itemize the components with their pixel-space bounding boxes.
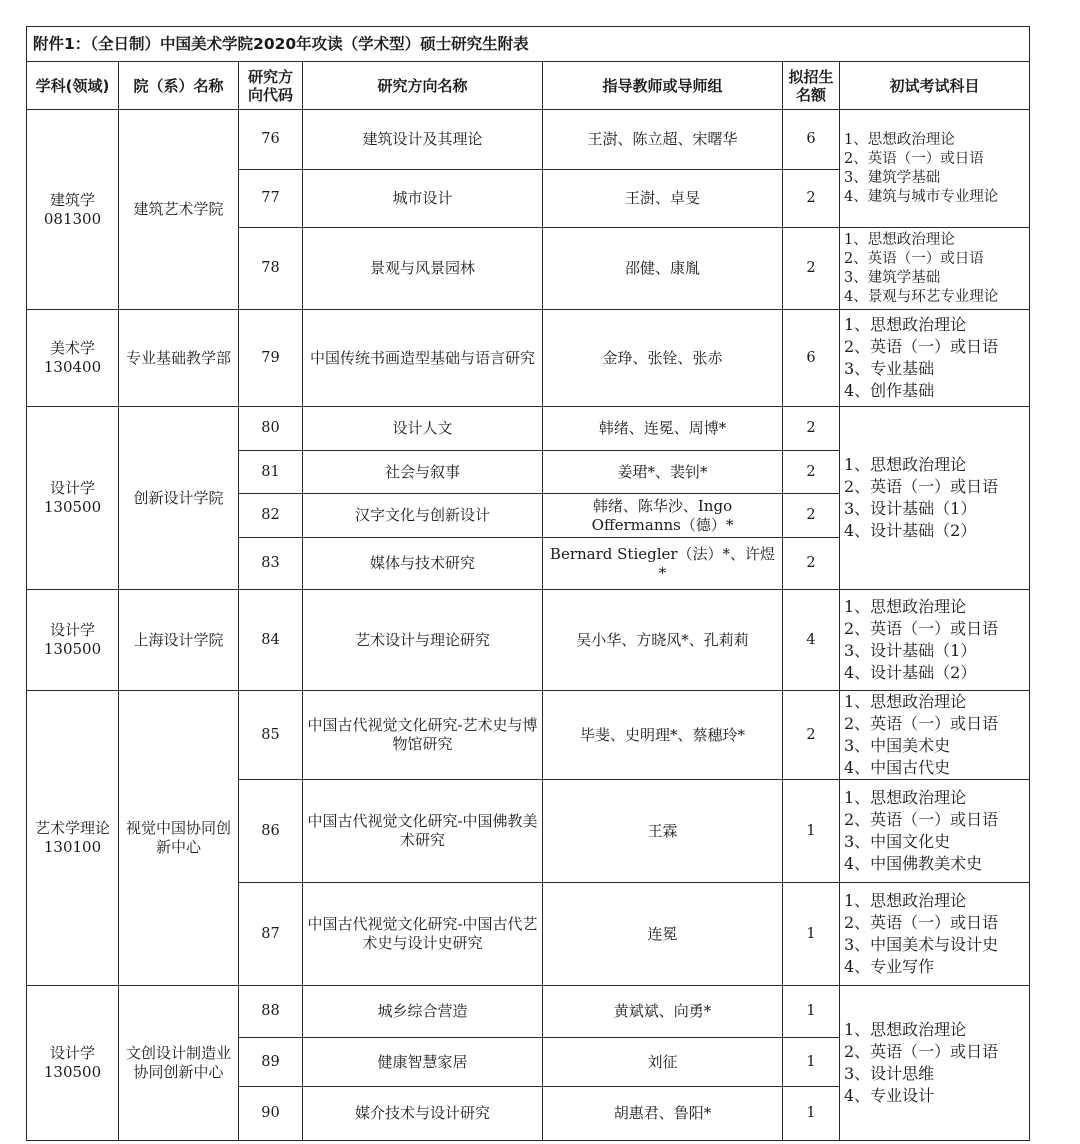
dept-cell: 建筑艺术学院 bbox=[119, 110, 239, 310]
direction-name: 设计人文 bbox=[303, 407, 543, 451]
direction-name: 中国古代视觉文化研究-艺术史与博物馆研究 bbox=[303, 691, 543, 780]
direction-name: 景观与风景园林 bbox=[303, 228, 543, 310]
direction-name: 城市设计 bbox=[303, 170, 543, 228]
subject-code: 130500 bbox=[43, 640, 102, 658]
exam-subjects bbox=[840, 986, 1030, 1141]
exam-item: 2、英语（一）或日语 bbox=[844, 477, 999, 496]
exam-item: 2、英语（一）或日语 bbox=[844, 337, 999, 356]
exam-item: 3、设计思维 bbox=[844, 1064, 935, 1083]
subject-cell bbox=[27, 590, 119, 691]
exam-subjects bbox=[840, 110, 1030, 228]
quota-value: 1 bbox=[783, 1038, 840, 1087]
tutor-list: 王霖 bbox=[543, 780, 783, 883]
header-tutors: 指导教师或导师组 bbox=[543, 62, 783, 110]
header-code: 研究方向代码 bbox=[239, 62, 303, 110]
direction-code: 84 bbox=[239, 590, 303, 691]
subject-code: 130500 bbox=[43, 1063, 102, 1081]
exam-item: 3、中国美术史 bbox=[844, 736, 951, 755]
tutor-list: 胡惠君、鲁阳* bbox=[543, 1087, 783, 1141]
tutor-list: 王澍、卓旻 bbox=[543, 170, 783, 228]
subject-cell bbox=[27, 110, 119, 310]
quota-value: 4 bbox=[783, 590, 840, 691]
exam-item: 2、英语（一）或日语 bbox=[844, 250, 984, 267]
quota-value: 6 bbox=[783, 310, 840, 407]
table-row bbox=[27, 691, 1030, 780]
exam-item: 4、景观与环艺专业理论 bbox=[844, 288, 999, 305]
dept-cell: 视觉中国协同创新中心 bbox=[119, 691, 239, 986]
exam-item: 3、中国美术与设计史 bbox=[844, 935, 999, 954]
exam-item: 3、设计基础（1） bbox=[844, 499, 977, 518]
direction-code: 82 bbox=[239, 494, 303, 538]
direction-name: 媒介技术与设计研究 bbox=[303, 1087, 543, 1141]
exam-item: 2、英语（一）或日语 bbox=[844, 714, 999, 733]
direction-name: 中国古代视觉文化研究-中国佛教美术研究 bbox=[303, 780, 543, 883]
header-direction: 研究方向名称 bbox=[303, 62, 543, 110]
direction-name: 艺术设计与理论研究 bbox=[303, 590, 543, 691]
tutor-list: 韩绪、陈华沙、Ingo Offermanns（德）* bbox=[543, 494, 783, 538]
quota-value: 2 bbox=[783, 691, 840, 780]
exam-item: 3、设计基础（1） bbox=[844, 641, 977, 660]
tutor-list: 黄斌斌、向勇* bbox=[543, 986, 783, 1038]
direction-code: 78 bbox=[239, 228, 303, 310]
subject-name: 艺术学理论 bbox=[34, 819, 110, 837]
table-row bbox=[27, 310, 1030, 407]
subject-cell bbox=[27, 407, 119, 590]
tutor-list: 金琤、张铨、张赤 bbox=[543, 310, 783, 407]
subject-code: 130500 bbox=[43, 498, 102, 516]
exam-item: 2、英语（一）或日语 bbox=[844, 1042, 999, 1061]
quota-value: 2 bbox=[783, 494, 840, 538]
exam-item: 1、思想政治理论 bbox=[844, 231, 955, 248]
quota-value: 2 bbox=[783, 538, 840, 590]
subject-cell bbox=[27, 986, 119, 1141]
tutor-list: 毕斐、史明理*、蔡穗玲* bbox=[543, 691, 783, 780]
direction-name: 城乡综合营造 bbox=[303, 986, 543, 1038]
direction-name: 健康智慧家居 bbox=[303, 1038, 543, 1087]
direction-code: 87 bbox=[239, 883, 303, 986]
direction-name: 媒体与技术研究 bbox=[303, 538, 543, 590]
subject-name: 设计学 bbox=[49, 621, 95, 639]
subject-name: 建筑学 bbox=[49, 190, 95, 209]
exam-item: 4、设计基础（2） bbox=[844, 663, 977, 682]
exam-subjects bbox=[840, 691, 1030, 780]
exam-item: 1、思想政治理论 bbox=[844, 692, 967, 711]
exam-item: 3、建筑学基础 bbox=[844, 169, 941, 186]
exam-item: 2、英语（一）或日语 bbox=[844, 810, 999, 829]
tutor-list: 连冕 bbox=[543, 883, 783, 986]
exam-item: 1、思想政治理论 bbox=[844, 1020, 967, 1039]
exam-item: 4、专业设计 bbox=[844, 1086, 935, 1105]
exam-item: 3、中国文化史 bbox=[844, 832, 951, 851]
header-row bbox=[27, 62, 1030, 110]
admissions-table bbox=[26, 26, 1030, 1141]
direction-code: 81 bbox=[239, 451, 303, 494]
table-row bbox=[27, 590, 1030, 691]
quota-value: 2 bbox=[783, 407, 840, 451]
exam-item: 4、中国佛教美术史 bbox=[844, 854, 983, 873]
direction-code: 90 bbox=[239, 1087, 303, 1141]
title-row bbox=[27, 27, 1030, 62]
direction-name: 中国传统书画造型基础与语言研究 bbox=[303, 310, 543, 407]
exam-item: 4、设计基础（2） bbox=[844, 521, 977, 540]
direction-code: 89 bbox=[239, 1038, 303, 1087]
exam-item: 3、专业基础 bbox=[844, 359, 935, 378]
tutor-list: 邵健、康胤 bbox=[543, 228, 783, 310]
header-subject: 学科(领域) bbox=[27, 62, 119, 110]
direction-code: 80 bbox=[239, 407, 303, 451]
header-quota: 拟招生名额 bbox=[783, 62, 840, 110]
table-title: 附件1：（全日制）中国美术学院2020年攻读（学术型）硕士研究生附表 bbox=[27, 27, 1030, 62]
quota-value: 2 bbox=[783, 228, 840, 310]
quota-value: 2 bbox=[783, 170, 840, 228]
direction-code: 85 bbox=[239, 691, 303, 780]
direction-code: 86 bbox=[239, 780, 303, 883]
tutor-list: 韩绪、连冕、周博* bbox=[543, 407, 783, 451]
quota-value: 1 bbox=[783, 1087, 840, 1141]
exam-item: 3、建筑学基础 bbox=[844, 269, 941, 286]
exam-item: 1、思想政治理论 bbox=[844, 788, 967, 807]
direction-name: 社会与叙事 bbox=[303, 451, 543, 494]
direction-name: 中国古代视觉文化研究-中国古代艺术史与设计史研究 bbox=[303, 883, 543, 986]
direction-code: 88 bbox=[239, 986, 303, 1038]
subject-code: 130400 bbox=[43, 358, 102, 376]
table-row bbox=[27, 110, 1030, 170]
header-dept: 院（系）名称 bbox=[119, 62, 239, 110]
subject-cell bbox=[27, 310, 119, 407]
quota-value: 1 bbox=[783, 883, 840, 986]
subject-cell bbox=[27, 691, 119, 986]
quota-value: 6 bbox=[783, 110, 840, 170]
table-row bbox=[27, 986, 1030, 1038]
tutor-list: 姜珺*、裴钊* bbox=[543, 451, 783, 494]
subject-name: 美术学 bbox=[49, 339, 95, 357]
exam-item: 1、思想政治理论 bbox=[844, 315, 967, 334]
dept-cell: 上海设计学院 bbox=[119, 590, 239, 691]
exam-item: 2、英语（一）或日语 bbox=[844, 913, 999, 932]
exam-subjects bbox=[840, 590, 1030, 691]
subject-name: 设计学 bbox=[49, 1044, 95, 1062]
direction-code: 77 bbox=[239, 170, 303, 228]
tutor-list: 吴小华、方晓风*、孔莉莉 bbox=[543, 590, 783, 691]
exam-subjects bbox=[840, 780, 1030, 883]
tutor-list: 刘征 bbox=[543, 1038, 783, 1087]
quota-value: 1 bbox=[783, 986, 840, 1038]
subject-code: 130100 bbox=[43, 838, 102, 856]
exam-item: 1、思想政治理论 bbox=[844, 891, 967, 910]
exam-subjects bbox=[840, 883, 1030, 986]
dept-cell: 创新设计学院 bbox=[119, 407, 239, 590]
tutor-list: Bernard Stiegler（法）*、许煜* bbox=[543, 538, 783, 590]
exam-item: 4、建筑与城市专业理论 bbox=[844, 188, 999, 205]
direction-name: 汉字文化与创新设计 bbox=[303, 494, 543, 538]
direction-code: 83 bbox=[239, 538, 303, 590]
exam-item: 4、专业写作 bbox=[844, 957, 935, 976]
tutor-list: 王澍、陈立超、宋曙华 bbox=[543, 110, 783, 170]
direction-name: 建筑设计及其理论 bbox=[303, 110, 543, 170]
exam-item: 4、中国古代史 bbox=[844, 758, 951, 777]
subject-name: 设计学 bbox=[49, 479, 95, 497]
exam-item: 2、英语（一）或日语 bbox=[844, 150, 984, 167]
exam-item: 1、思想政治理论 bbox=[844, 597, 967, 616]
quota-value: 1 bbox=[783, 780, 840, 883]
exam-item: 2、英语（一）或日语 bbox=[844, 619, 999, 638]
direction-code: 76 bbox=[239, 110, 303, 170]
exam-item: 1、思想政治理论 bbox=[844, 131, 955, 148]
exam-item: 4、创作基础 bbox=[844, 381, 935, 400]
exam-item: 1、思想政治理论 bbox=[844, 455, 967, 474]
dept-cell: 专业基础教学部 bbox=[119, 310, 239, 407]
direction-code: 79 bbox=[239, 310, 303, 407]
header-exams: 初试考试科目 bbox=[840, 62, 1030, 110]
exam-subjects bbox=[840, 228, 1030, 310]
appendix-table-sheet bbox=[26, 26, 1029, 1139]
table-row bbox=[27, 407, 1030, 451]
exam-subjects bbox=[840, 407, 1030, 590]
exam-subjects bbox=[840, 310, 1030, 407]
dept-cell: 文创设计制造业协同创新中心 bbox=[119, 986, 239, 1141]
subject-code: 081300 bbox=[43, 209, 102, 228]
quota-value: 2 bbox=[783, 451, 840, 494]
